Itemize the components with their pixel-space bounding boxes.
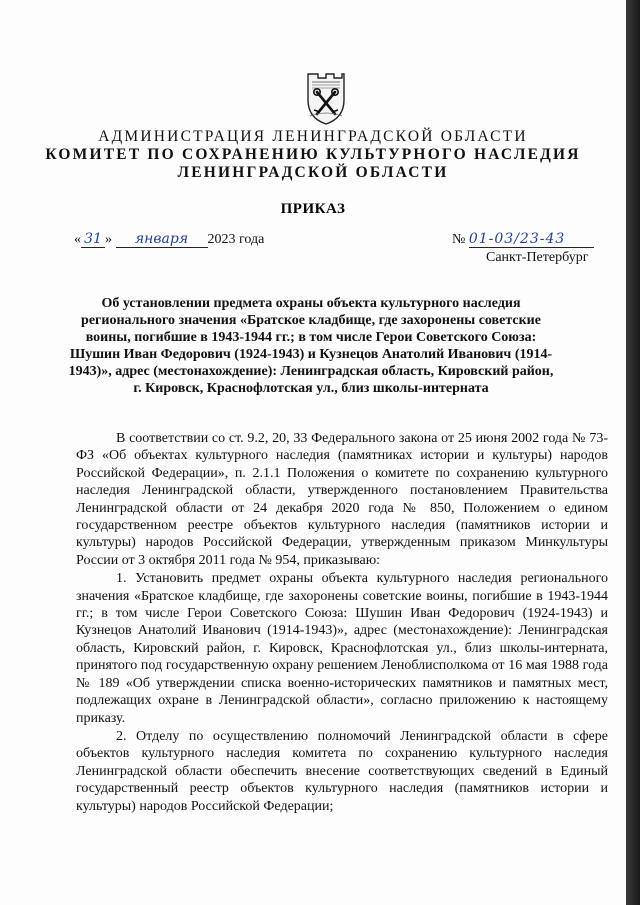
date-open-quote: « [74,232,81,247]
number-prefix: № [452,232,466,247]
paragraph-preamble: В соответствии со ст. 9.2, 20, 33 Федерального закона от 25 июня 2002 года № 73-ФЗ «Об объектах культурного наследия (памятниках истории и культуры) народов Российской Федерации», п. 2.1.1 Положения о комитете по сохранению культурного наследия Ленинградской области, утвержденного постановлением Правительства Ленинградской области от 24 декабря 2020 года № 850, Положением о едином государственном реестре объектов культурного наследия (памятников истории и культуры) народов Российской Федерации, утвержденным приказом Минкультуры России от 3 октября 2011 года № 954, приказываю: [76,431,608,568]
scan-dark-edge [626,0,640,905]
org-name-line-3: ЛЕНИНГРАДСКОЙ ОБЛАСТИ [177,164,449,181]
date-month: января [116,231,208,248]
date-year: 2023 года [207,232,265,247]
date-day: 31 [81,231,105,248]
paragraph-item-2: 2. Отделу по осуществлению полномочий Ленинградской области в сфере объектов культурного наследия комитета по сохранению культурного наследия Ленинградской области обеспечить внесение соответствующих сведений в Единый государственный реестр объектов культурного наследия (памятников истории и культуры) народов Российской Федерации; [76,728,608,814]
document-subject: Об установлении предмета охраны объекта культурного наследия регионального значения «Братское кладбище, где захоронены советские воины, погибшие в 1943-1944 гг.; в том числе Герои Советского Союза: Шушин Иван Федорович (1924-1943) и Кузнецов Анатолий Иванович (1914-1943)», адрес (местонахождение): Ленинградская область, Кировский район, г. Кировск, Краснофлотская ул., близ школы-интерната [68,296,554,396]
org-name-line-1: АДМИНИСТРАЦИЯ ЛЕНИНГРАДСКОЙ ОБЛАСТИ [98,128,528,145]
org-name-line-2: КОМИТЕТ ПО СОХРАНЕНИЮ КУЛЬТУРНОГО НАСЛЕДИЯ [45,146,581,163]
city: Санкт-Петербург [486,250,589,265]
coat-of-arms-icon [304,70,348,126]
paragraph-item-1: 1. Установить предмет охраны объекта культурного наследия регионального значения «Братское кладбище, где захоронены советские воины, погибшие в 1943-1944 гг.; в том числе Герои Советского Союза: Шушин Иван Федорович (1924-1943) и Кузнецов Анатолий Иванович (1914-1943)», адрес (местонахождение): Ленинградская область, Кировский район, г. Кировск, Краснофлотская ул., близ школы-интерната, принятого под государственную охрану решением Леноблисполкома от 16 мая 1988 года № 189 «Об утверждении списка военно-исторических памятников и памятных мест, подлежащих охране в Ленинградской области», согласно приложению к настоящему приказу. [76,571,608,726]
date-close-quote: » [105,232,112,247]
document-number [452,231,594,248]
document-type-title: ПРИКАЗ [280,201,346,217]
document-date [74,231,264,248]
number-value: 01-03/23-43 [469,231,594,248]
document-body [76,430,608,815]
